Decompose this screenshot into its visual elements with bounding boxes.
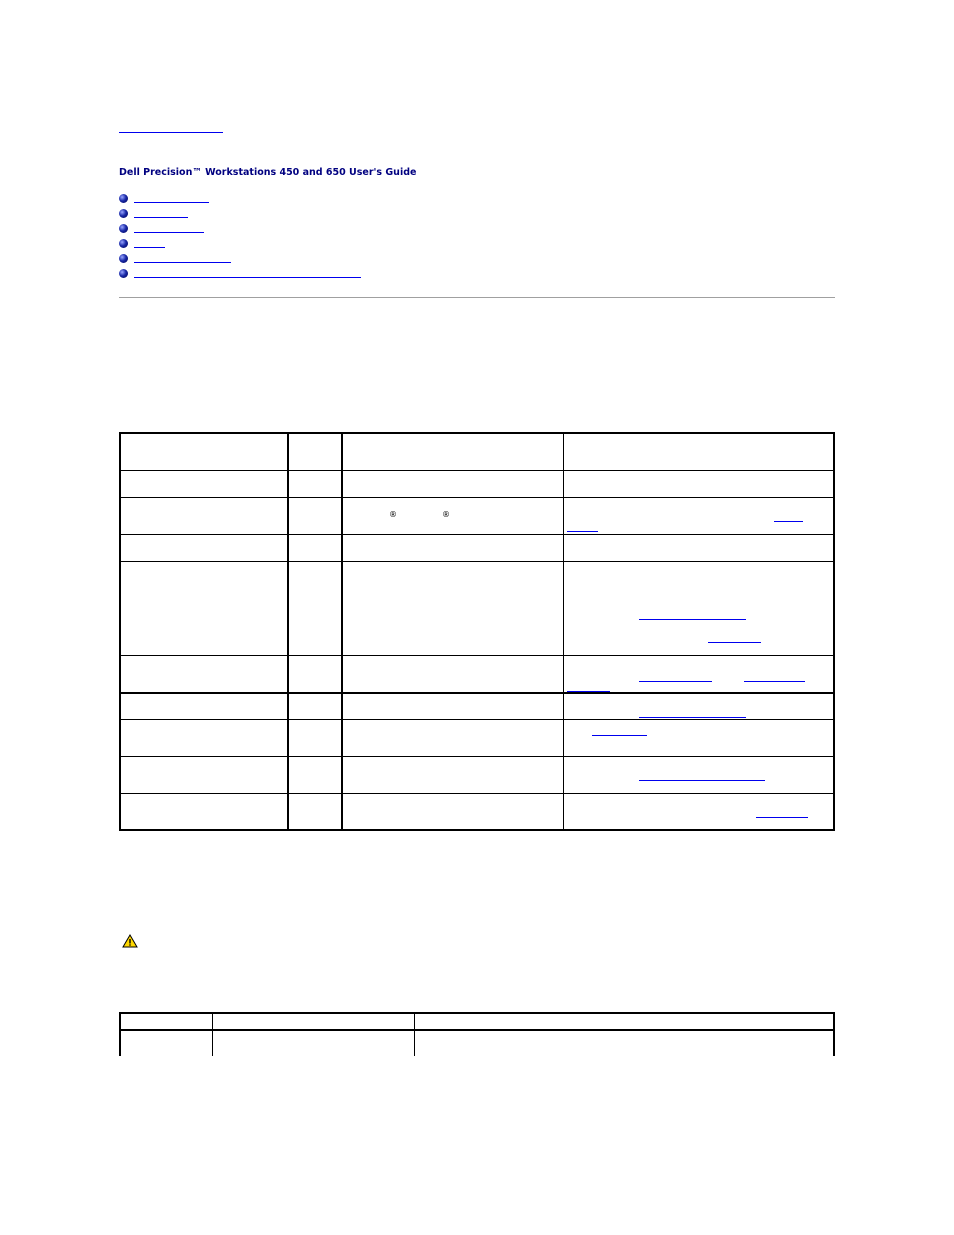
table-row-divider [121, 1029, 833, 1031]
bullet-icon [119, 209, 128, 218]
table-row-divider [121, 692, 833, 694]
bullet-icon [119, 194, 128, 203]
top-link[interactable] [119, 124, 223, 133]
table-row-divider [121, 756, 833, 757]
table-link[interactable] [756, 810, 808, 818]
table-link[interactable] [639, 612, 746, 620]
bullet-icon [119, 224, 128, 233]
toc-link[interactable] [134, 193, 209, 203]
table-row-divider [121, 470, 833, 471]
table-row-divider [121, 655, 833, 656]
table-link[interactable] [639, 773, 765, 781]
table-row-divider [121, 719, 833, 720]
toc-link[interactable] [134, 223, 204, 233]
toc-link[interactable] [134, 253, 231, 263]
table-column-divider [341, 434, 343, 829]
table-column-divider [563, 434, 564, 829]
table-row-divider [121, 497, 833, 498]
bullet-icon [119, 269, 128, 278]
table-link[interactable] [639, 710, 746, 718]
table-link[interactable] [708, 635, 761, 643]
table-link[interactable] [567, 524, 598, 532]
bullet-icon [119, 254, 128, 263]
table-column-divider [414, 1014, 415, 1056]
toc-link[interactable] [134, 238, 165, 248]
table-link[interactable] [592, 728, 647, 736]
table-link[interactable] [774, 514, 803, 522]
registered-mark: ® [389, 510, 397, 519]
caution-icon [122, 934, 138, 948]
toc-link[interactable] [134, 268, 361, 278]
page-title: Dell Precision™ Workstations 450 and 650 User's Guide [119, 167, 417, 178]
table-column-divider [212, 1014, 213, 1056]
toc-link[interactable] [134, 208, 188, 218]
table-row-divider [121, 534, 833, 535]
table-link[interactable] [639, 674, 712, 682]
table-row-divider [121, 793, 833, 794]
horizontal-divider [119, 297, 835, 298]
second-table [119, 1012, 835, 1056]
registered-mark: ® [442, 510, 450, 519]
table-column-divider [287, 434, 289, 829]
table-link[interactable] [744, 674, 805, 682]
bullet-icon [119, 239, 128, 248]
specifications-table [119, 432, 835, 831]
table-link[interactable] [567, 684, 610, 692]
table-row-divider [121, 561, 833, 562]
